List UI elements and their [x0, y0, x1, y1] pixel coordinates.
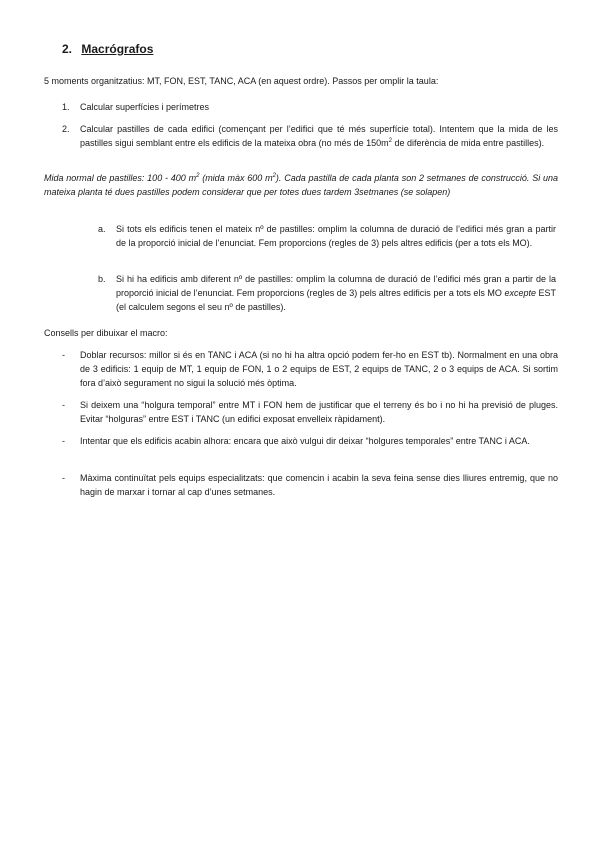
case-b-text-a: Si hi ha edificis amb diferent nº de pastilles: omplim la columna de duració de l’edifici més gran a partir de la proporció inicial de l’enunciat. Fem proporcions (regles de 3) pels altres edificis per a tots els MO — [116, 274, 556, 298]
step-2-superscript: 2 — [388, 138, 392, 144]
tip-4-text: Màxima continuïtat pels equips especialitzats: que comencin i acabin la seva feina sense dies lliures entremig, que no hagin de marxar i tornar al cap d’unes setmanes. — [80, 473, 558, 497]
step-2-text-a: Calcular pastilles de cada edifici (començant per l’edifici que té més superfície total). Intentem que la mida de les pastilles sigui semblant entre els edificis de la mateixa obra (no més de 150m — [80, 124, 558, 148]
case-b-text-b: EST (el calculem segons el seu nº de pastilles). — [116, 288, 556, 312]
case-a-marker: a. — [98, 224, 106, 234]
step-2-text — [80, 122, 558, 150]
note-sup-2: 2 — [272, 173, 276, 179]
case-a-text: Si tots els edificis tenen el mateix nº de pastilles: omplim la columna de duració de l’edifici més gran a partir de la proporció inicial de l’enunciat. Fem proporcions (regles de 3) pels altres edificis (per a tots els MO). — [116, 224, 556, 248]
note-part-3: ). Cada pastilla de cada planta son 2 setmanes de construcció. Si una mateixa planta té dues pastilles podem considerar que per totes dues tardem 3setmanes (se solapen) — [44, 173, 558, 197]
step-1-text: Calcular superfícies i perímetres — [80, 102, 210, 112]
step-2-text-b: de diferència de mida entre pastilles). — [392, 138, 545, 148]
step-1-marker: 1. — [62, 102, 70, 112]
tip-2-marker: - — [62, 400, 65, 410]
case-b-text — [116, 272, 556, 314]
case-b-marker: b. — [98, 274, 106, 284]
section-title: Macrógrafos — [81, 42, 154, 56]
section-number: 2. — [62, 42, 73, 56]
note-sup-1: 2 — [196, 173, 200, 179]
intro-paragraph: 5 moments organitzatius: MT, FON, EST, TANC, ACA (en aquest ordre). Passos per omplir la taula: — [44, 76, 439, 86]
tips-title: Consells per dibuixar el macro: — [44, 328, 168, 338]
step-2-marker: 2. — [62, 124, 70, 134]
tip-2-text: Si deixem una “holgura temporal” entre MT i FON hem de justificar que el terreny és bo i no hi ha previsió de pluges. Evitar “holguras” entre EST i TANC (un edifici exposat envelleix ràpidament). — [80, 400, 558, 424]
tip-3-marker: - — [62, 436, 65, 446]
note-part-1: Mida normal de pastilles: 100 - 400 m — [44, 173, 197, 183]
section-heading — [62, 42, 153, 56]
tip-1-marker: - — [62, 350, 65, 360]
case-b-italic: excepte — [504, 288, 536, 298]
tip-4-marker: - — [62, 473, 65, 483]
tip-1-text: Doblar recursos: millor si és en TANC i ACA (si no hi ha altra opció podem fer-ho en EST tb). Normalment en una obra de 3 edificis: 1 equip de MT, 1 equip de FON, 1 o 2 equips de EST, 2 equips de TANC, 2 o 3 equips de ACA. Si sortim fora d’això segurament no sigui la solució més òptima. — [80, 350, 558, 388]
tip-3-text: Intentar que els edificis acabin alhora: encara que això vulgui dir deixar “holgures temporales” entre TANC i ACA. — [80, 436, 530, 446]
note-part-2: (mida màx 600 m — [199, 173, 273, 183]
pastilles-note — [44, 171, 558, 199]
